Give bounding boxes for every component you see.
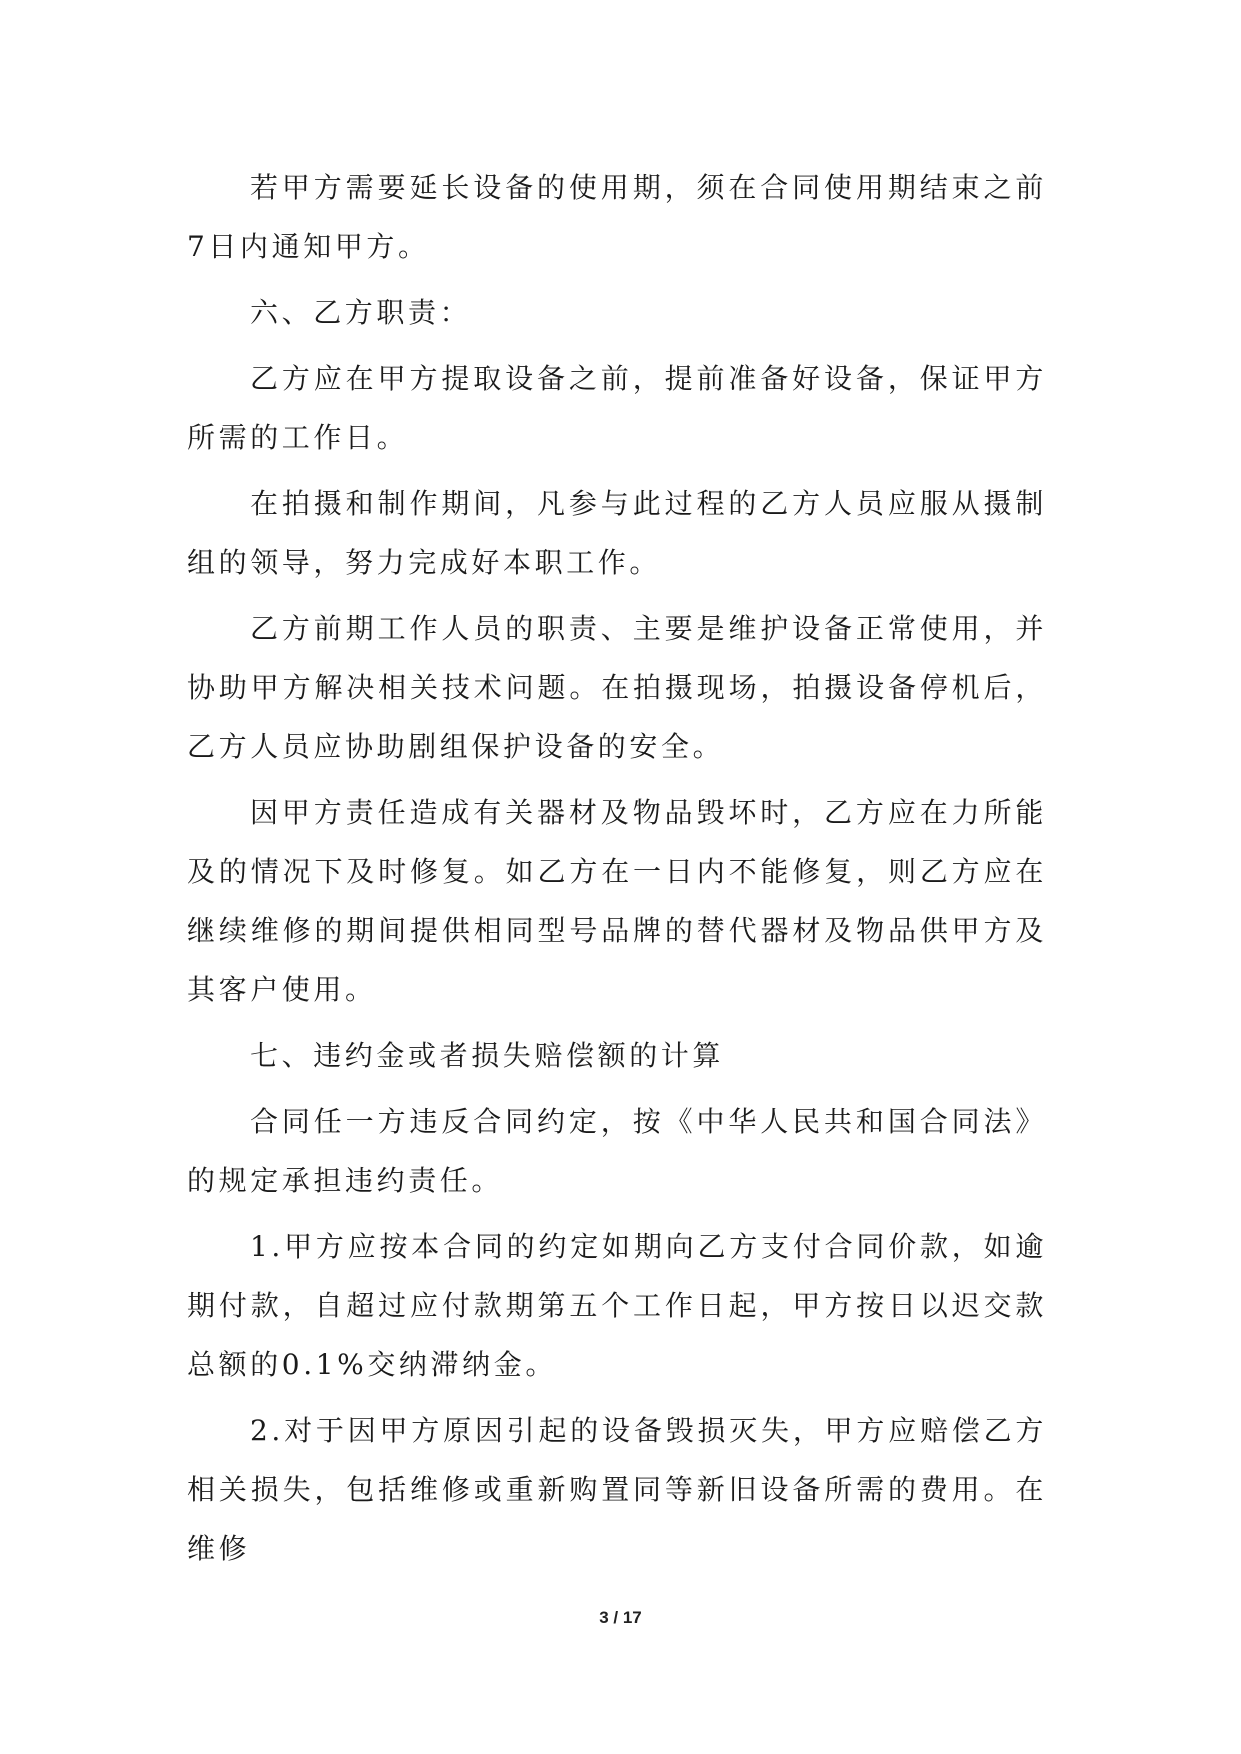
section-heading-party-b-duties: 六、乙方职责： [250, 296, 472, 329]
page-number: 3 / 17 [599, 1608, 642, 1627]
paragraph-breach-liability: 合同任一方违反合同约定，按《中华人民共和国合同法》的规定承担违约责任。 [187, 1105, 1047, 1197]
paragraph-crew-obedience: 在拍摄和制作期间，凡参与此过程的乙方人员应服从摄制组的领导，努力完成好本职工作。 [187, 487, 1047, 579]
paragraph-equipment-preparation: 乙方应在甲方提取设备之前，提前准备好设备，保证甲方所需的工作日。 [187, 362, 1047, 454]
paragraph-extension-notice: 若甲方需要延长设备的使用期，须在合同使用期结束之前7日内通知甲方。 [187, 171, 1047, 263]
section-heading-penalty-calculation: 七、违约金或者损失赔偿额的计算 [250, 1039, 725, 1072]
paragraph-late-payment: 1.甲方应按本合同的约定如期向乙方支付合同价款，如逾期付款，自超过应付款期第五个工作日起，甲方按日以迟交款总额的0.1%交纳滞纳金。 [187, 1230, 1047, 1381]
paragraph-equipment-repair: 因甲方责任造成有关器材及物品毁坏时，乙方应在力所能及的情况下及时修复。如乙方在一日内不能修复，则乙方应在继续维修的期间提供相同型号品牌的替代器材及物品供甲方及其客户使用。 [187, 796, 1047, 1006]
paragraph-staff-duties: 乙方前期工作人员的职责、主要是维护设备正常使用，并协助甲方解决相关技术问题。在拍摄现场，拍摄设备停机后，乙方人员应协助剧组保护设备的安全。 [187, 612, 1047, 763]
document-body [187, 158, 1047, 1578]
paragraph-damage-compensation: 2.对于因甲方原因引起的设备毁损灭失，甲方应赔偿乙方相关损失，包括维修或重新购置同等新旧设备所需的费用。在维修 [187, 1414, 1047, 1565]
